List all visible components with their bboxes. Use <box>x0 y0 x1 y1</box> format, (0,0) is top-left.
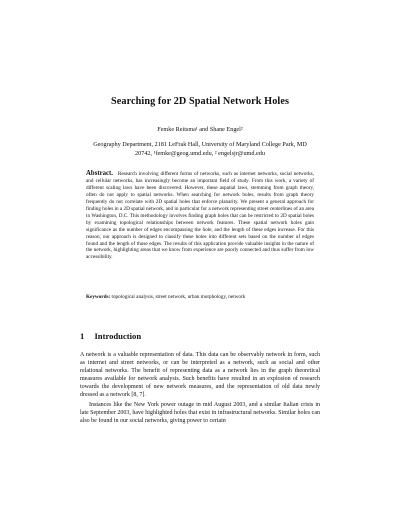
abstract-label: Abstract. <box>86 170 113 177</box>
paragraph-1: A network is a valuable representation of data. This data can be observably network in form, such as internet and street networks, or can be interpreted as a network, such as social and other relational networks. The benefit of representing data as a network lies in the graph theoretical measures available for network analysis. Such benefits have resulted in an explosion of research towards the development of new network measures, and the representation of old data newly dressed as a network [8, 7]. <box>80 352 320 399</box>
affiliation-line-1: Geography Department, 2181 LeFrak Hall, University of Maryland College Park, MD <box>93 141 307 148</box>
author-affiliation <box>0 141 400 158</box>
abstract <box>86 171 314 261</box>
keywords-label: Keywords: <box>86 294 111 300</box>
paper-title: Searching for 2D Spatial Network Holes <box>110 96 290 107</box>
section-title: Introduction <box>94 331 142 341</box>
paper-authors: Femke Reitsma¹ and Shane Engel² <box>157 126 243 133</box>
section-number: 1 <box>80 331 85 341</box>
keywords-text: topological analysis, street network, urban morphology, network <box>111 294 246 300</box>
affiliation-line-2: 20742, ¹femke@geog.umd.edu, ² engelsjr@umd.edu <box>135 149 265 157</box>
section-heading-introduction <box>80 331 141 341</box>
introduction-body <box>80 351 320 425</box>
paragraph-2: Instances like the New York power outage in mid August 2003, and a similar Italian crisis in late September 2003, have highlighted holes that exist in infrastructural networks. Similar holes can also be found in our social networks, giving power to certain <box>80 401 320 424</box>
keywords <box>86 294 314 301</box>
abstract-text: Research involving different forms of networks, such as internet networks, social networks, and cellular networks, has increasingly become an important field of study. From this work, a variety of different scaling laws have been discovered. However, these aspatial laws, stemming from graph theory, often do not apply to spatial networks. When searching for network holes, results from graph theory frequently do not correlate with 2D spatial holes that enforce planarity. We present a general approach for finding holes in a 2D spatial network, and in particular for a network representing street centerlines of an area in Washington, D.C. This methodology involves finding graph holes that can be restricted to 2D spatial holes by examining topological relationships between network features. These spatial network holes gain significance as the number of edges encompassing the hole, and the length of these edges increase. For this reason, our approach is designed to classify these holes into different sets based on the number of edges found and the length of those edges. The results of this application provide valuable insights in the nature of the network, highlighting areas that we know from experience are poorly connected and thus suffer from low accessibility. <box>86 171 314 261</box>
